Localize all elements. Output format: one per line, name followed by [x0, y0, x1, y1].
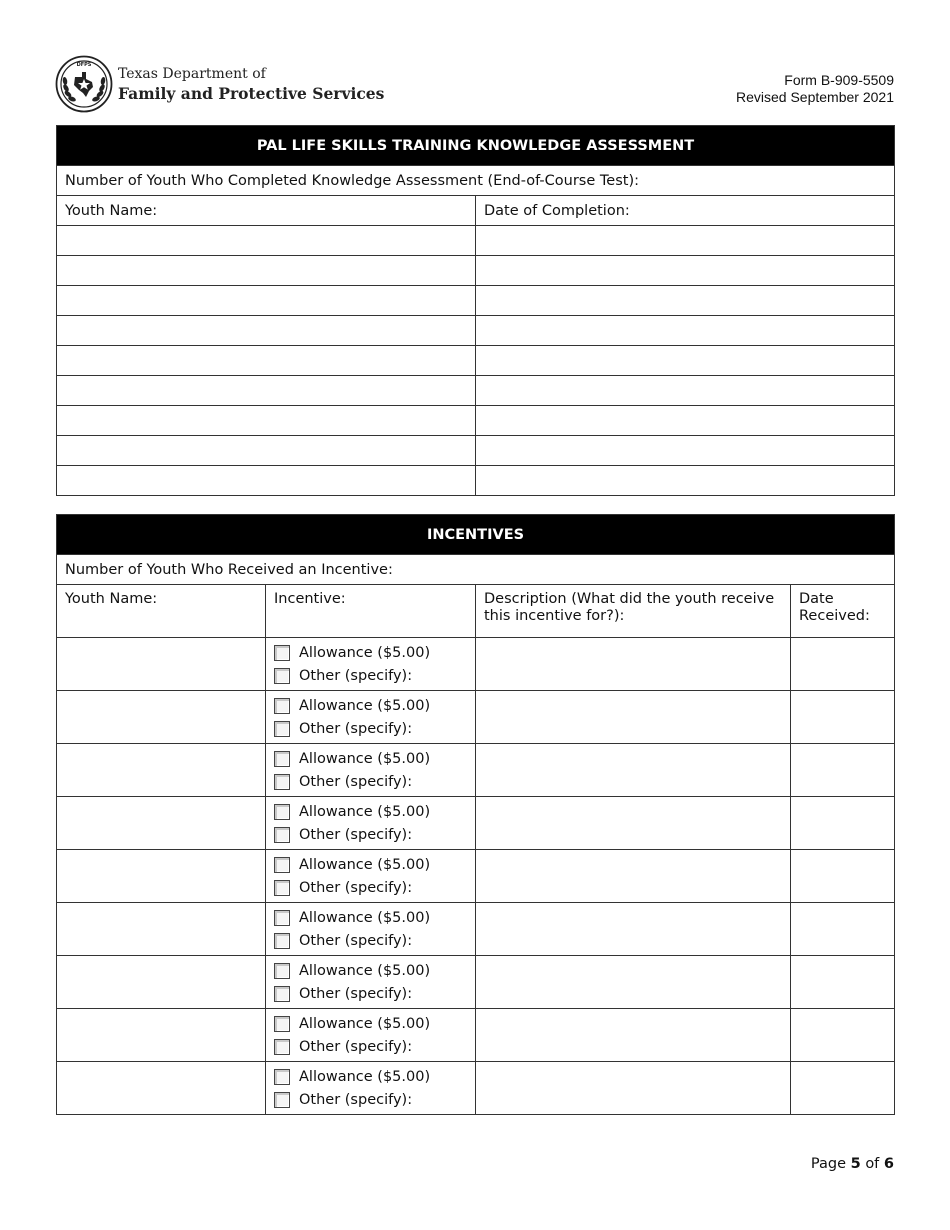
completion-date-field[interactable]	[476, 286, 895, 316]
completion-date-field[interactable]	[476, 226, 895, 256]
youth-name-field[interactable]	[57, 466, 476, 496]
other-option[interactable]	[274, 876, 467, 899]
allowance-checkbox[interactable]	[274, 645, 290, 661]
allowance-label: Allowance ($5.00)	[299, 909, 431, 926]
other-label: Other (specify):	[299, 985, 413, 1002]
completion-date-field[interactable]	[476, 346, 895, 376]
table-row	[57, 797, 895, 850]
other-checkbox[interactable]	[274, 668, 290, 684]
completion-date-field[interactable]	[476, 406, 895, 436]
other-label: Other (specify):	[299, 720, 413, 737]
table-row	[57, 316, 895, 346]
page-of: of	[865, 1156, 880, 1172]
other-option[interactable]	[274, 1088, 467, 1111]
incentives-table	[56, 514, 895, 1115]
page-total: 6	[883, 1156, 894, 1172]
knowledge-assessment-table	[56, 125, 895, 496]
completed-count-field[interactable]: Number of Youth Who Completed Knowledge Assessment (End-of-Course Test):	[57, 166, 895, 196]
incentive-options	[266, 638, 476, 691]
table-row	[57, 226, 895, 256]
table-row	[57, 376, 895, 406]
youth-name-field[interactable]	[57, 226, 476, 256]
date-received-field[interactable]	[791, 744, 895, 797]
other-checkbox[interactable]	[274, 1092, 290, 1108]
other-option[interactable]	[274, 770, 467, 793]
other-checkbox[interactable]	[274, 827, 290, 843]
youth-name-field[interactable]	[57, 903, 266, 956]
description-field[interactable]	[476, 638, 791, 691]
page-number	[811, 1156, 894, 1172]
allowance-checkbox[interactable]	[274, 857, 290, 873]
description-field[interactable]	[476, 850, 791, 903]
other-option[interactable]	[274, 717, 467, 740]
allowance-label: Allowance ($5.00)	[299, 1015, 431, 1032]
allowance-option[interactable]	[274, 906, 467, 929]
date-received-field[interactable]	[791, 797, 895, 850]
description-field[interactable]	[476, 1062, 791, 1115]
table-row	[57, 691, 895, 744]
incentives-title: INCENTIVES	[57, 515, 895, 555]
allowance-option[interactable]	[274, 853, 467, 876]
page-prefix: Page	[810, 1156, 846, 1172]
table-row	[57, 956, 895, 1009]
table-row	[57, 638, 895, 691]
other-checkbox[interactable]	[274, 880, 290, 896]
allowance-option[interactable]	[274, 747, 467, 770]
other-label: Other (specify):	[299, 1038, 413, 1055]
svg-text:DFPS: DFPS	[76, 62, 92, 68]
table-row	[57, 256, 895, 286]
allowance-checkbox[interactable]	[274, 804, 290, 820]
completion-date-field[interactable]	[476, 436, 895, 466]
other-option[interactable]	[274, 664, 467, 687]
youth-name-field[interactable]	[57, 436, 476, 466]
other-label: Other (specify):	[299, 826, 413, 843]
youth-name-field[interactable]	[57, 797, 266, 850]
youth-name-field[interactable]	[57, 1009, 266, 1062]
youth-name-field[interactable]	[57, 638, 266, 691]
form-meta	[736, 72, 894, 106]
allowance-checkbox[interactable]	[274, 698, 290, 714]
allowance-checkbox[interactable]	[274, 1069, 290, 1085]
completion-date-field[interactable]	[476, 376, 895, 406]
incentive-options	[266, 1009, 476, 1062]
agency-name-line1: Texas Department of	[118, 66, 266, 82]
allowance-checkbox[interactable]	[274, 963, 290, 979]
other-checkbox[interactable]	[274, 721, 290, 737]
completion-date-field[interactable]	[476, 466, 895, 496]
completion-date-field[interactable]	[476, 256, 895, 286]
youth-name-field[interactable]	[57, 346, 476, 376]
allowance-option[interactable]	[274, 1012, 467, 1035]
youth-name-field[interactable]	[57, 406, 476, 436]
allowance-option[interactable]	[274, 694, 467, 717]
agency-logo	[55, 55, 385, 115]
incentive-options	[266, 691, 476, 744]
allowance-label: Allowance ($5.00)	[299, 1068, 431, 1085]
incentive-options	[266, 956, 476, 1009]
allowance-label: Allowance ($5.00)	[299, 750, 431, 767]
page-current: 5	[850, 1156, 861, 1172]
table-row	[57, 1009, 895, 1062]
youth-name-field[interactable]	[57, 376, 476, 406]
youth-name-field[interactable]	[57, 850, 266, 903]
agency-name-line2: Family and Protective Services	[118, 84, 385, 103]
table-row	[57, 744, 895, 797]
allowance-label: Allowance ($5.00)	[299, 697, 431, 714]
date-received-header: Date Received:	[791, 585, 895, 638]
table-row	[57, 466, 895, 496]
incentive-options	[266, 797, 476, 850]
allowance-option[interactable]	[274, 641, 467, 664]
incentive-options	[266, 850, 476, 903]
date-received-field[interactable]	[791, 691, 895, 744]
other-label: Other (specify):	[299, 667, 413, 684]
youth-name-header: Youth Name:	[57, 585, 266, 638]
description-field[interactable]	[476, 903, 791, 956]
other-option[interactable]	[274, 823, 467, 846]
description-header: Description (What did the youth receive this incentive for?):	[476, 585, 791, 638]
incentive-options	[266, 1062, 476, 1115]
youth-name-header: Youth Name:	[57, 196, 476, 226]
form-revision-date: Revised September 2021	[736, 89, 894, 105]
other-checkbox[interactable]	[274, 933, 290, 949]
allowance-option[interactable]	[274, 800, 467, 823]
completion-date-field[interactable]	[476, 316, 895, 346]
other-option[interactable]	[274, 982, 467, 1005]
other-label: Other (specify):	[299, 1091, 413, 1108]
allowance-label: Allowance ($5.00)	[299, 644, 431, 661]
allowance-checkbox[interactable]	[274, 1016, 290, 1032]
youth-name-field[interactable]	[57, 256, 476, 286]
description-field[interactable]	[476, 744, 791, 797]
description-field[interactable]	[476, 797, 791, 850]
date-received-field[interactable]	[791, 638, 895, 691]
table-row	[57, 346, 895, 376]
table-row	[57, 903, 895, 956]
youth-name-field[interactable]	[57, 286, 476, 316]
date-of-completion-header: Date of Completion:	[476, 196, 895, 226]
other-label: Other (specify):	[299, 773, 413, 790]
youth-name-field[interactable]	[57, 1062, 266, 1115]
allowance-label: Allowance ($5.00)	[299, 856, 431, 873]
youth-name-field[interactable]	[57, 691, 266, 744]
other-checkbox[interactable]	[274, 774, 290, 790]
other-option[interactable]	[274, 1035, 467, 1058]
youth-name-field[interactable]	[57, 316, 476, 346]
other-checkbox[interactable]	[274, 986, 290, 1002]
table-row	[57, 850, 895, 903]
allowance-option[interactable]	[274, 1065, 467, 1088]
table-row	[57, 406, 895, 436]
youth-name-field[interactable]	[57, 744, 266, 797]
description-field[interactable]	[476, 1009, 791, 1062]
other-label: Other (specify):	[299, 932, 413, 949]
allowance-label: Allowance ($5.00)	[299, 962, 431, 979]
incentive-header: Incentive:	[266, 585, 476, 638]
incentive-count-field[interactable]: Number of Youth Who Received an Incentive:	[57, 555, 895, 585]
table-row	[57, 286, 895, 316]
table-row	[57, 436, 895, 466]
form-number: Form B-909-5509	[784, 72, 894, 88]
description-field[interactable]	[476, 691, 791, 744]
allowance-checkbox[interactable]	[274, 751, 290, 767]
date-received-field[interactable]	[791, 850, 895, 903]
knowledge-assessment-title: PAL LIFE SKILLS TRAINING KNOWLEDGE ASSESSMENT	[57, 126, 895, 166]
date-received-field[interactable]	[791, 1062, 895, 1115]
allowance-option[interactable]	[274, 959, 467, 982]
description-field[interactable]	[476, 956, 791, 1009]
dfps-seal-icon	[55, 55, 113, 113]
date-received-field[interactable]	[791, 1009, 895, 1062]
allowance-checkbox[interactable]	[274, 910, 290, 926]
incentive-options	[266, 903, 476, 956]
youth-name-field[interactable]	[57, 956, 266, 1009]
date-received-field[interactable]	[791, 903, 895, 956]
allowance-label: Allowance ($5.00)	[299, 803, 431, 820]
other-label: Other (specify):	[299, 879, 413, 896]
other-checkbox[interactable]	[274, 1039, 290, 1055]
other-option[interactable]	[274, 929, 467, 952]
date-received-field[interactable]	[791, 956, 895, 1009]
incentive-options	[266, 744, 476, 797]
table-row	[57, 1062, 895, 1115]
